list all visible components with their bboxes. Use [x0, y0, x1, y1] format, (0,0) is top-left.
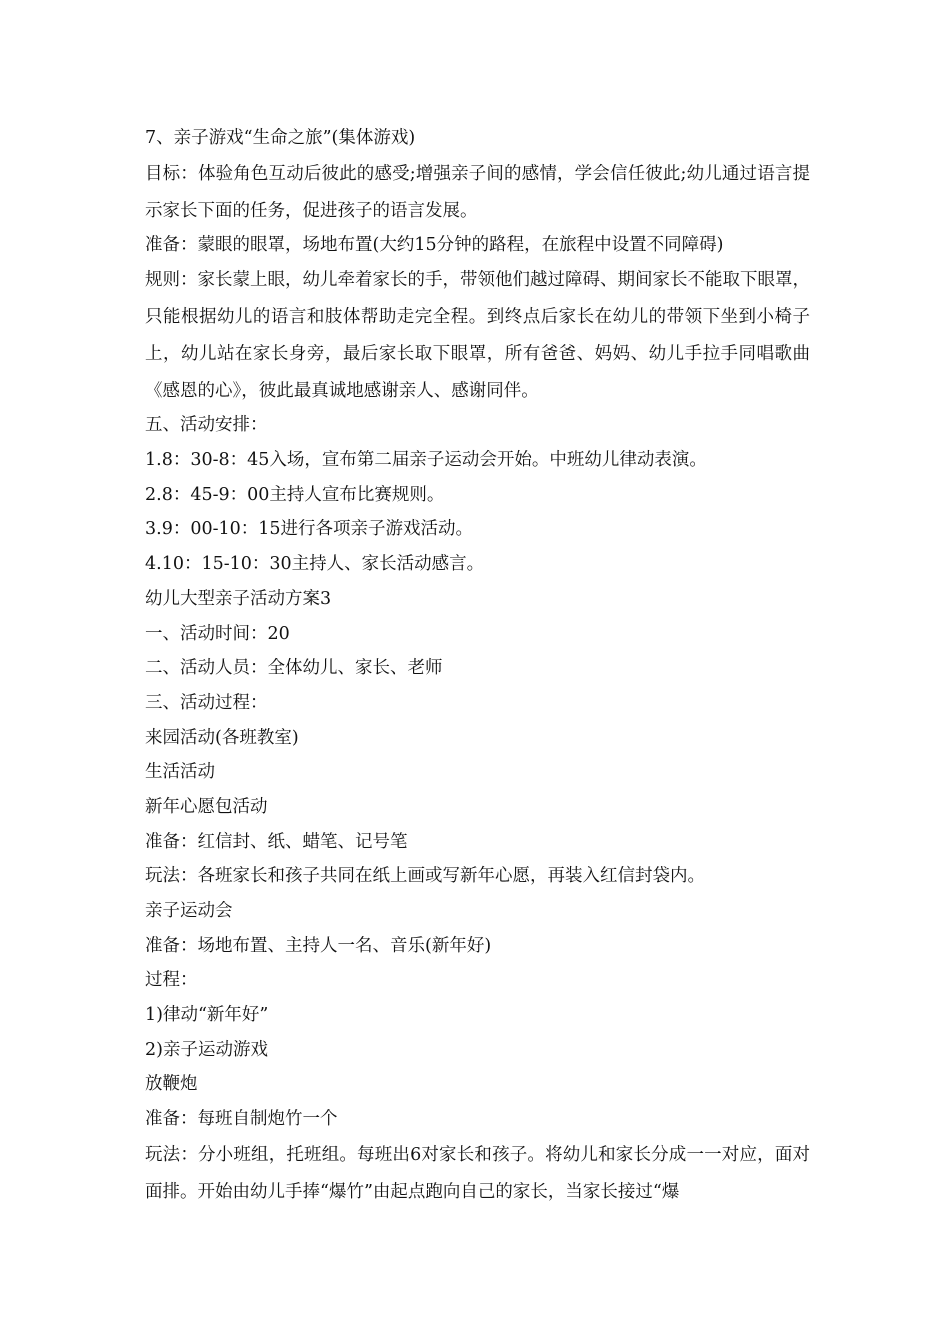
gameplay-line: 玩法：各班家长和孩子共同在纸上画或写新年心愿，再装入红信封袋内。 [145, 866, 705, 887]
participants-line: 二、活动人员：全体幼儿、家长、老师 [145, 658, 443, 679]
preparation-line: 准备：每班自制炮竹一个 [145, 1109, 338, 1130]
schedule-item: 2.8：45-9：00主持人宣布比赛规则。 [145, 484, 445, 505]
text-line: 新年心愿包活动 [145, 796, 268, 817]
gameplay-paragraph: 玩法：分小班组，托班组。每班出6对家长和孩子。将幼儿和家长分成一一对应，面对面排。开始由幼儿手捧“爆竹”由起点跑向自己的家长，当家长接过“爆 [145, 1144, 810, 1202]
section-heading: 五、活动安排： [145, 415, 268, 436]
plan-title: 幼儿大型亲子活动方案3 [145, 588, 332, 609]
preparation-line: 准备：蒙眼的眼罩，场地布置(大约15分钟的路程，在旅程中设置不同障碍) [145, 234, 724, 255]
document-body [145, 121, 810, 1209]
text-line: 过程： [145, 970, 198, 991]
list-item: 1)律动“新年好” [145, 1005, 269, 1026]
preparation-line: 准备：红信封、纸、蜡笔、记号笔 [145, 831, 408, 852]
text-line: 来园活动(各班教室) [145, 727, 299, 748]
text-line: 放鞭炮 [145, 1074, 198, 1095]
schedule-item: 3.9：00-10：15进行各项亲子游戏活动。 [145, 519, 474, 540]
text-line: 生活活动 [145, 762, 215, 783]
preparation-line: 准备：场地布置、主持人一名、音乐(新年好) [145, 935, 492, 956]
schedule-item: 1.8：30-8：45入场，宣布第二届亲子运动会开始。中班幼儿律动表演。 [145, 450, 707, 471]
schedule-item: 4.10：15-10：30主持人、家长活动感言。 [145, 554, 485, 575]
list-item: 2)亲子运动游戏 [145, 1039, 268, 1060]
game-title-line: 7、亲子游戏“生命之旅”(集体游戏) [145, 128, 416, 148]
goal-paragraph: 目标：体验角色互动后彼此的感受;增强亲子间的感情，学会信任彼此;幼儿通过语言提示家长下面的任务，促进孩子的语言发展。 [145, 163, 810, 221]
rules-paragraph: 规则：家长蒙上眼，幼儿牵着家长的手，带领他们越过障碍、期间家长不能取下眼罩，只能根据幼儿的语言和肢体帮助走完全程。到终点后家长在幼儿的带领下坐到小椅子上，幼儿站在家长身旁，最后家长取下眼罩，所有爸爸、妈妈、幼儿手拉手同唱歌曲《感恩的心》，彼此最真诚地感谢亲人、感谢同伴。 [145, 270, 810, 402]
section-heading: 三、活动过程： [145, 692, 268, 713]
text-line: 亲子运动会 [145, 901, 233, 921]
activity-time-line: 一、活动时间：20 [145, 623, 290, 644]
